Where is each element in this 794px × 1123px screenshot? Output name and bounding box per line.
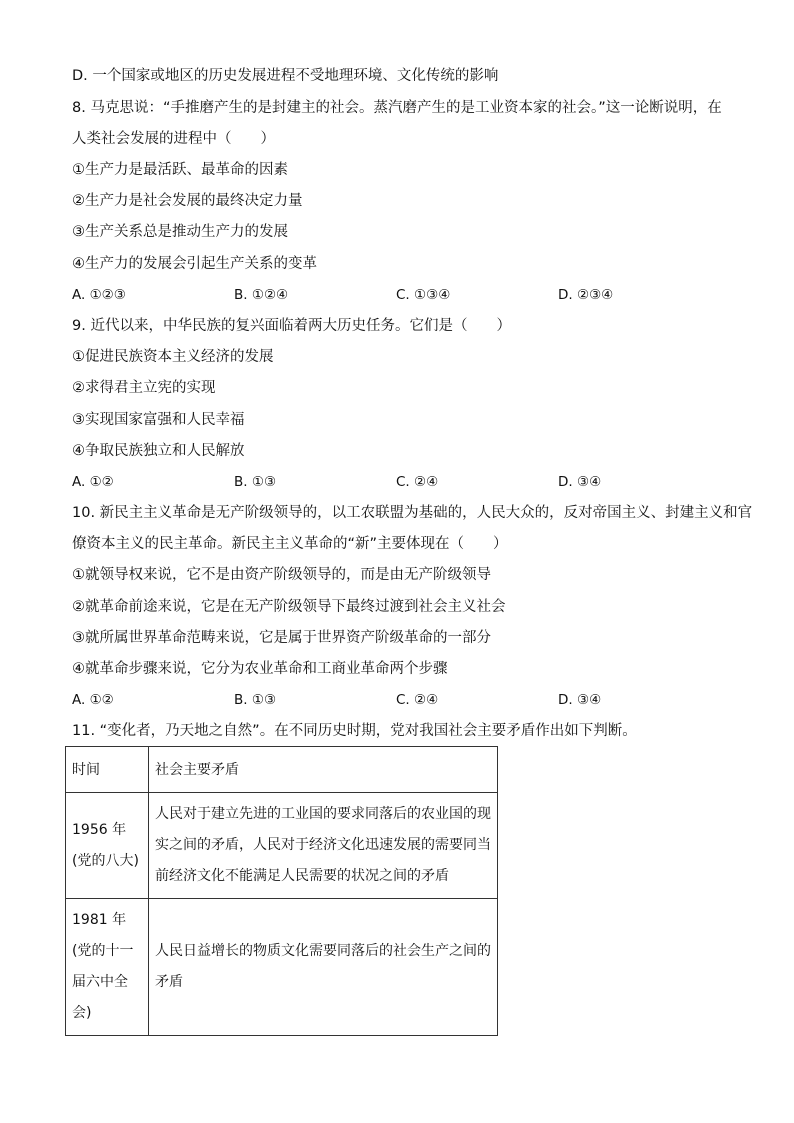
q8-option-d: D. ②③④ [558,287,614,303]
q10-item-1: ①就领导权来说，它不是由资产阶级领导的，而是由无产阶级领导 [72,567,491,583]
q9-item-4: ④争取民族独立和人民解放 [72,443,245,459]
q10-option-c: C. ②④ [396,692,439,708]
q8-item-1: ①生产力是最活跃、最革命的因素 [72,162,288,178]
q11-stem: 11. “变化者，乃天地之自然”。在不同历史时期，党对我国社会主要矛盾作出如下判断。 [72,723,637,739]
q8-options [72,285,732,305]
q8-option-a: A. ①②③ [72,287,126,303]
row-1956-contradiction: 人民对于建立先进的工业国的要求同落后的农业国的现实之间的矛盾，人民对于经济文化迅速发展的需要同当前经济文化不能满足人民需要的状况之间的矛盾 [149,793,498,899]
q8-option-b: B. ①②④ [234,287,289,303]
q9-stem: 9. 近代以来，中华民族的复兴面临着两大历史任务。它们是（ ） [72,318,511,334]
header-time: 时间 [66,747,149,793]
q9-option-c: C. ②④ [396,474,439,490]
q9-option-d: D. ③④ [558,474,602,490]
q10-options [72,690,732,710]
q8-option-c: C. ①③④ [396,287,451,303]
q9-item-3: ③实现国家富强和人民幸福 [72,412,245,428]
q9-option-a: A. ①② [72,474,114,490]
q10-item-4: ④就革命步骤来说，它分为农业革命和工商业革命两个步骤 [72,661,448,677]
row-1981-time: 1981 年(党的十一届六中全会) [66,899,149,1036]
row-1981-contradiction: 人民日益增长的物质文化需要同落后的社会生产之间的矛盾 [149,899,498,1036]
q9-item-1: ①促进民族资本主义经济的发展 [72,349,274,365]
q10-stem-line1: 10. 新民主主义革命是无产阶级领导的，以工农联盟为基础的，人民大众的，反对帝国主义、封建主义和官 [72,505,753,521]
q8-item-4: ④生产力的发展会引起生产关系的变革 [72,256,317,272]
q9-option-b: B. ①③ [234,474,277,490]
q8-stem-line1: 8. 马克思说：“手推磨产生的是封建主的社会。蒸汽磨产生的是工业资本家的社会。”这一论断说明，在 [72,100,722,116]
table-header-row [66,747,498,793]
q8-item-3: ③生产关系总是推动生产力的发展 [72,224,288,240]
table-row [66,899,498,1036]
q9-item-2: ②求得君主立宪的实现 [72,380,216,396]
q10-option-b: B. ①③ [234,692,277,708]
q9-options [72,472,732,492]
q10-stem-line2: 僚资本主义的民主革命。新民主主义革命的“新”主要体现在（ ） [72,536,508,552]
q8-item-2: ②生产力是社会发展的最终决定力量 [72,193,303,209]
q7-option-d: D. 一个国家或地区的历史发展进程不受地理环境、文化传统的影响 [72,68,499,84]
q10-option-a: A. ①② [72,692,114,708]
q10-item-2: ②就革命前途来说，它是在无产阶级领导下最终过渡到社会主义社会 [72,599,506,615]
q10-item-3: ③就所属世界革命范畴来说，它是属于世界资产阶级革命的一部分 [72,630,491,646]
row-1956-time: 1956 年(党的八大) [66,793,149,899]
q10-option-d: D. ③④ [558,692,602,708]
table-row [66,793,498,899]
q8-stem-line2: 人类社会发展的进程中（ ） [72,131,275,147]
contradiction-table [65,746,498,1036]
header-contradiction: 社会主要矛盾 [149,747,498,793]
